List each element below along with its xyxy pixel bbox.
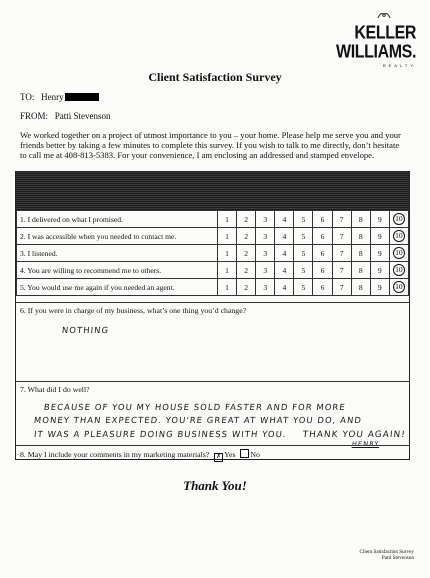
rating-option-value: 8 <box>358 265 363 275</box>
question-6-label: 6. If you were in charge of my business, what’s one thing you’d change? <box>20 306 247 315</box>
rating-option-value: 7 <box>339 248 344 258</box>
redaction-bar <box>65 93 99 101</box>
rating-question: 3. I listened. <box>17 245 218 262</box>
rating-option-value: 3 <box>263 248 268 258</box>
rating-option[interactable] <box>332 228 351 245</box>
question-7-answer-line-1[interactable]: BECAUSE OF YOU MY HOUSE SOLD FASTER AND FOR MORE <box>43 402 347 412</box>
rating-option-value: 9 <box>377 214 382 224</box>
signature: HENRY <box>351 440 380 448</box>
rating-option[interactable] <box>256 279 275 296</box>
rating-option[interactable] <box>237 279 256 296</box>
question-6 <box>16 302 409 382</box>
rating-option-value: 6 <box>320 214 325 224</box>
rating-option-value: 4 <box>282 282 287 292</box>
rating-option[interactable] <box>389 262 408 279</box>
rating-option-value: 5 <box>301 282 306 292</box>
rating-option-value: 2 <box>244 248 249 258</box>
rating-option-value: 8 <box>358 214 363 224</box>
rating-selected-value: 10 <box>395 231 403 240</box>
kw-emblem-icon <box>376 10 392 20</box>
rating-option[interactable] <box>313 245 332 262</box>
rating-option[interactable] <box>275 211 294 228</box>
rating-option[interactable] <box>275 262 294 279</box>
rating-option[interactable] <box>237 228 256 245</box>
rating-option[interactable] <box>351 245 370 262</box>
to-line <box>20 92 99 102</box>
logo-realty: REALTY <box>382 63 416 68</box>
rating-option[interactable] <box>275 245 294 262</box>
rating-row <box>17 262 409 279</box>
question-7-thanks: THANK YOU AGAIN! <box>302 430 407 440</box>
rating-option[interactable] <box>218 245 237 262</box>
rating-option[interactable] <box>256 262 275 279</box>
rating-selected-value: 10 <box>395 248 403 257</box>
rating-option-value: 9 <box>377 282 382 292</box>
rating-option-value: 6 <box>320 248 325 258</box>
rating-option[interactable] <box>218 211 237 228</box>
rating-question: 4. You are willing to recommend me to others. <box>17 262 218 279</box>
rating-option[interactable] <box>256 211 275 228</box>
rating-selected-value: 10 <box>395 265 403 274</box>
survey-form <box>15 171 410 460</box>
rating-option[interactable] <box>313 228 332 245</box>
rating-option[interactable] <box>294 228 313 245</box>
footer-line-1: Client Satisfaction Survey <box>359 549 414 555</box>
rating-option[interactable] <box>313 211 332 228</box>
rating-option-value: 7 <box>339 265 344 275</box>
rating-option[interactable] <box>332 262 351 279</box>
rating-option[interactable] <box>218 262 237 279</box>
rating-option-value: 2 <box>244 282 249 292</box>
rating-option[interactable] <box>370 228 389 245</box>
question-7-answer-text: IT WAS A PLEASURE DOING BUSINESS WITH YOU. <box>33 429 288 439</box>
rating-row <box>17 211 409 228</box>
rating-option-value: 5 <box>301 231 306 241</box>
rating-option[interactable] <box>237 211 256 228</box>
form-header-band <box>16 172 409 210</box>
from-line <box>20 111 111 121</box>
rating-option-value: 2 <box>244 231 249 241</box>
rating-option-value: 3 <box>263 265 268 275</box>
rating-option-value: 5 <box>301 248 306 258</box>
rating-option-value: 3 <box>263 231 268 241</box>
rating-option-value: 4 <box>282 248 287 258</box>
from-label: FROM: <box>20 111 49 121</box>
rating-option-value: 1 <box>225 231 229 241</box>
page-title: Client Satisfaction Survey <box>148 70 282 84</box>
rating-option[interactable] <box>294 245 313 262</box>
rating-option[interactable] <box>389 279 408 296</box>
yes-label: Yes <box>224 450 236 459</box>
question-8 <box>16 445 409 462</box>
rating-option-value: 2 <box>244 214 249 224</box>
question-7 <box>16 381 409 446</box>
from-name: Patti Stevenson <box>54 111 111 121</box>
rating-option[interactable] <box>351 262 370 279</box>
rating-option-value: 4 <box>282 231 287 241</box>
no-label: No <box>250 450 260 459</box>
rating-option[interactable] <box>237 262 256 279</box>
rating-option[interactable] <box>351 228 370 245</box>
rating-option-value: 9 <box>377 265 382 275</box>
rating-row <box>17 228 409 245</box>
logo-williams: WILLIAMS. <box>336 42 416 63</box>
rating-option[interactable] <box>275 228 294 245</box>
rating-option-value: 8 <box>358 282 363 292</box>
rating-option-value: 1 <box>225 214 229 224</box>
to-label: TO: <box>20 92 35 102</box>
rating-option-value: 4 <box>282 265 287 275</box>
rating-option-value: 6 <box>320 282 325 292</box>
rating-option-value: 9 <box>377 231 382 241</box>
rating-option[interactable] <box>370 211 389 228</box>
keller-williams-logo <box>336 8 416 68</box>
rating-option[interactable] <box>370 245 389 262</box>
rating-option-value: 1 <box>225 282 229 292</box>
rating-option[interactable] <box>313 279 332 296</box>
rating-option[interactable] <box>256 245 275 262</box>
rating-option-value: 6 <box>320 231 325 241</box>
rating-selected-value: 10 <box>395 282 403 291</box>
rating-question: 1. I delivered on what I promised. <box>17 211 218 228</box>
rating-option[interactable] <box>313 262 332 279</box>
rating-option[interactable] <box>294 279 313 296</box>
rating-question: 2. I was accessible when you needed to contact me. <box>17 228 218 245</box>
rating-option[interactable] <box>218 279 237 296</box>
rating-row <box>17 245 409 262</box>
rating-option-value: 8 <box>358 248 363 258</box>
rating-option-value: 8 <box>358 231 363 241</box>
rating-option-value: 5 <box>301 214 306 224</box>
rating-option[interactable] <box>370 279 389 296</box>
footer <box>360 549 414 561</box>
rating-option[interactable] <box>332 211 351 228</box>
rating-option-value: 7 <box>339 231 344 241</box>
ratings-table <box>16 210 409 296</box>
rating-option-value: 3 <box>263 214 268 224</box>
rating-option-value: 9 <box>377 248 382 258</box>
question-8-row <box>16 446 409 462</box>
rating-option-value: 5 <box>301 265 306 275</box>
question-8-label: 8. May I include your comments in my marketing materials? <box>20 450 210 459</box>
rating-option[interactable] <box>275 279 294 296</box>
rating-option-value: 3 <box>263 282 268 292</box>
rating-option-value: 4 <box>282 214 287 224</box>
rating-option[interactable] <box>218 228 237 245</box>
rating-option[interactable] <box>237 245 256 262</box>
rating-option[interactable] <box>389 228 408 245</box>
rating-option[interactable] <box>389 211 408 228</box>
question-7-label: 7. What did I do well? <box>20 385 90 394</box>
rating-option-value: 2 <box>244 265 249 275</box>
rating-question: 5. You would use me again if you needed an agent. <box>17 279 218 296</box>
rating-option[interactable] <box>332 279 351 296</box>
question-6-answer[interactable]: NOTHING <box>61 325 110 335</box>
rating-option[interactable] <box>351 211 370 228</box>
rating-option-value: 7 <box>339 282 344 292</box>
thank-you-heading: Thank You! <box>183 478 247 493</box>
rating-selected-value: 10 <box>395 214 403 223</box>
intro-paragraph: We worked together on a project of utmost importance to you – your home. Please help me serve you and your friends better by taking a few minutes to complete this survey. If you wish to talk to me directly, don’t hesitate to call me at 408-813-5383. For your convenience, I am enclosing an addressed and stamped envelope. <box>20 130 401 160</box>
footer-line-2: Patti Stevenson <box>381 555 414 561</box>
rating-option[interactable] <box>294 211 313 228</box>
rating-option[interactable] <box>332 245 351 262</box>
question-7-answer-line-3[interactable] <box>33 429 406 440</box>
rating-row <box>17 279 409 296</box>
rating-option[interactable] <box>294 262 313 279</box>
no-checkbox[interactable] <box>240 449 249 458</box>
rating-option[interactable] <box>351 279 370 296</box>
yes-checkbox[interactable]: ✗ <box>216 454 222 460</box>
rating-option[interactable] <box>389 245 408 262</box>
rating-option-value: 7 <box>339 214 344 224</box>
rating-option-value: 1 <box>225 248 229 258</box>
to-name: Henry <box>41 92 64 102</box>
rating-option-value: 1 <box>225 265 229 275</box>
logo-keller: KELLER <box>354 23 416 44</box>
rating-option-value: 6 <box>320 265 325 275</box>
question-7-answer-line-2[interactable]: MONEY THAN EXPECTED. YOU'RE GREAT AT WHAT YOU DO, AND <box>33 415 363 425</box>
rating-option[interactable] <box>370 262 389 279</box>
rating-option[interactable] <box>256 228 275 245</box>
